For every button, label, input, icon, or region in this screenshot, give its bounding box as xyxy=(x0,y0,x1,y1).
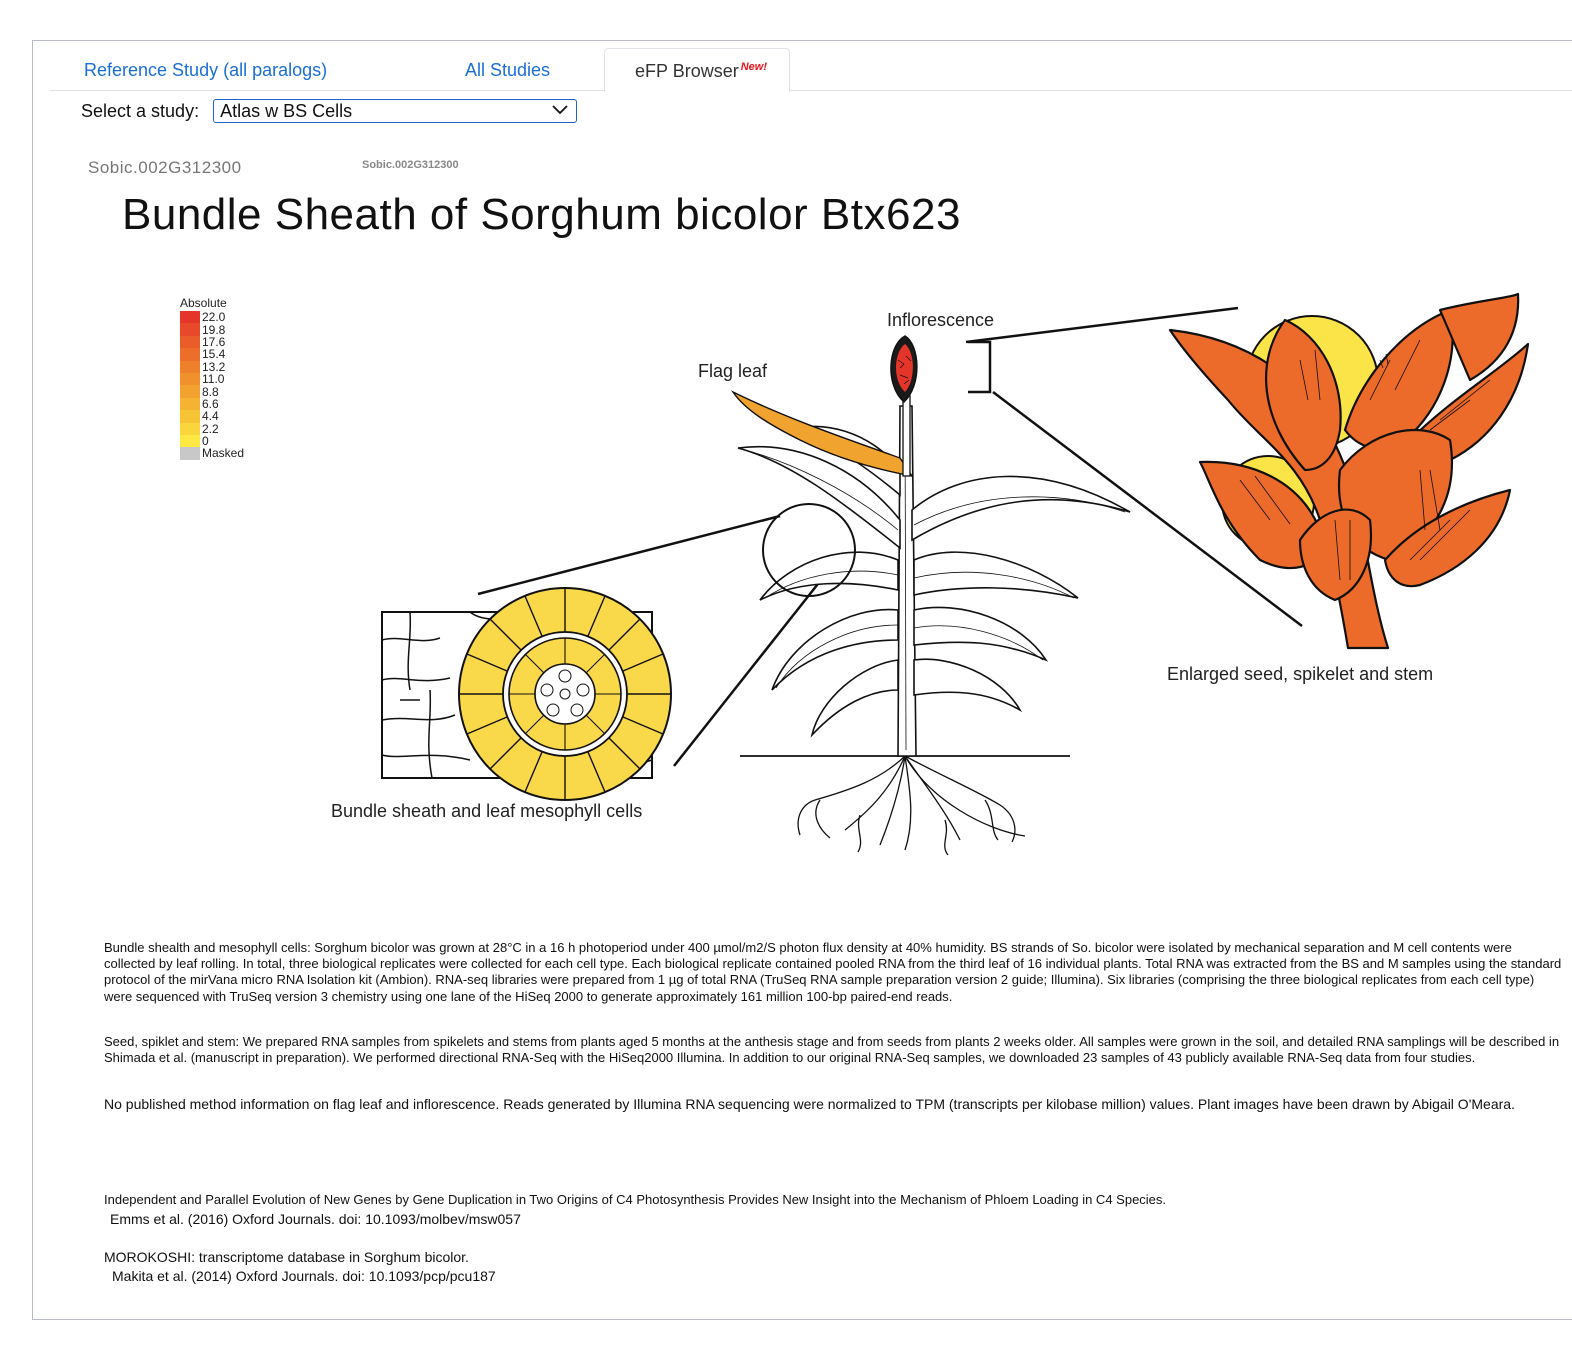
label-inflorescence: Inflorescence xyxy=(887,310,995,330)
description-flag-leaf: No published method information on flag leaf and inflorescence. Reads generated by Illumina RNA sequencing were normalized to TPM (transcripts per kilobase million) values. Plant images have been drawn by Abigail O'Meara. xyxy=(104,1096,1515,1112)
label-flag-leaf: Flag leaf xyxy=(698,361,768,381)
legend-item: 22.0 xyxy=(180,311,244,323)
legend-item: 19.8 xyxy=(180,323,244,335)
gene-id-small: Sobic.002G312300 xyxy=(362,159,459,171)
legend-item: 15.4 xyxy=(180,348,244,360)
tab-reference-study[interactable]: Reference Study (all paralogs) xyxy=(84,60,328,80)
legend-item: 4.4 xyxy=(180,410,244,422)
citation-ref-2: Makita et al. (2014) Oxford Journals. doi: 10.1093/pcp/pcu187 xyxy=(112,1268,496,1284)
legend-item: 11.0 xyxy=(180,373,244,385)
enlarged-seed-spikelet xyxy=(1170,294,1528,648)
legend-item: 2.2 xyxy=(180,423,244,435)
study-select-label: Select a study: xyxy=(81,100,200,121)
tab-efp-browser-label: eFP Browser xyxy=(635,61,739,81)
page-title: Bundle Sheath of Sorghum bicolor Btx623 xyxy=(122,190,961,239)
legend-item: 8.8 xyxy=(180,385,244,397)
label-enlarged-seed: Enlarged seed, spikelet and stem xyxy=(1167,664,1434,684)
new-badge: New! xyxy=(740,61,767,73)
legend-item: 13.2 xyxy=(180,361,244,373)
description-bundle-sheath: Bundle shealth and mesophyll cells: Sorghum bicolor was grown at 28°C in a 16 h photoperiod under 400 µmol/m2/S photon flux density at 40% humidity. BS strands of So. bicolor were isolated by mechanical separation and M cell contents were collected by leaf rolling. In total, three biological replicates were collected for each cell type. Each biological replicate contained pooled RNA from the third leaf of 16 individual plants. Total RNA was extracted from the BS and M samples using the standard protocol of the mirVana micro RNA Isolation kit (Ambion). RNA-seq libraries were prepared from 1 µg of total RNA (TruSeq RNA sample preparation version 2 guide; Illumina). Six libraries (comprising the three biological replicates from each cell type) were sequenced with TruSeq version 3 chemistry using one lane of the HiSeq 2000 to generate approximately 161 million 100-bp paired-end reads. xyxy=(104,940,1562,1004)
leaves xyxy=(738,426,1130,735)
legend-item: 0 xyxy=(180,435,244,447)
citation-ref-1: Emms et al. (2016) Oxford Journals. doi: 10.1093/molbev/msw057 xyxy=(110,1211,521,1227)
citation-title-2: MOROKOSHI: transcriptome database in Sorghum bicolor. xyxy=(104,1249,469,1265)
gene-id: Sobic.002G312300 xyxy=(88,158,242,177)
legend-item: 6.6 xyxy=(180,398,244,410)
roots xyxy=(740,756,1070,855)
legend-item: Masked xyxy=(180,447,244,459)
citation-title-1: Independent and Parallel Evolution of New Genes by Gene Duplication in Two Origins of C4 Photosynthesis Provides New Insight into the Mechanism of Phloem Loading in C4 Species. xyxy=(104,1192,1167,1207)
tab-all-studies[interactable]: All Studies xyxy=(465,60,551,80)
study-select-value: Atlas w BS Cells xyxy=(220,101,353,121)
bundle-sheath-cross-section xyxy=(382,588,671,800)
legend-item: 17.6 xyxy=(180,336,244,348)
label-bundle-sheath: Bundle sheath and leaf mesophyll cells xyxy=(331,801,643,821)
description-seed-spikelet: Seed, spiklet and stem: We prepared RNA samples from spikelets and stems from plants aged 5 months at the anthesis stage and from seeds from plants 2 weeks older. All samples were grown in the soil, and detailed RNA samplings will be described in Shimada et al. (manuscript in preparation). We performed directional RNA-Seq with the HiSeq2000 Illumina. In addition to our original RNA-Seq samples, we downloaded 23 samples of 43 publicly available RNA-Seq data from four studies. xyxy=(104,1034,1560,1066)
legend-title: Absolute xyxy=(180,296,227,310)
